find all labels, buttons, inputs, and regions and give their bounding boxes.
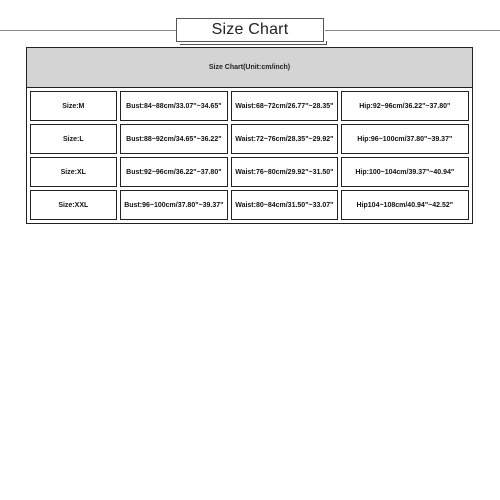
hip-cell: Hip:92~96cm/36.22"~37.80" — [341, 91, 469, 121]
size-cell: Size:L — [30, 124, 117, 154]
table-row-l — [30, 124, 469, 154]
table-header-text: Size Chart(Unit:cm/inch) — [208, 64, 291, 71]
size-chart-table — [26, 47, 473, 224]
waist-cell: Waist:68~72cm/26.77"~28.35" — [231, 91, 338, 121]
table-body — [27, 88, 472, 223]
size-cell: Size:M — [30, 91, 117, 121]
title-rule-left — [0, 30, 176, 31]
bust-cell: Bust:88~92cm/34.65"~36.22" — [120, 124, 229, 154]
bust-cell: Bust:92~96cm/36.22"~37.80" — [120, 157, 229, 187]
table-row-m — [30, 91, 469, 121]
page-title-text: Size Chart — [211, 21, 289, 38]
page-title — [176, 18, 324, 42]
hip-cell: Hip104~108cm/40.94"~42.52" — [341, 190, 469, 220]
table-header — [27, 48, 472, 88]
table-row-xl — [30, 157, 469, 187]
bust-cell: Bust:96~100cm/37.80"~39.37" — [120, 190, 229, 220]
bust-cell: Bust:84~88cm/33.07"~34.65" — [120, 91, 229, 121]
table-row-xxl — [30, 190, 469, 220]
title-rule-right — [325, 30, 500, 31]
size-cell: Size:XL — [30, 157, 117, 187]
hip-cell: Hip:100~104cm/39.37"~40.94" — [341, 157, 469, 187]
size-cell: Size:XXL — [30, 190, 117, 220]
waist-cell: Waist:80~84cm/31.50"~33.07" — [231, 190, 338, 220]
hip-cell: Hip:96~100cm/37.80"~39.37" — [341, 124, 469, 154]
waist-cell: Waist:76~80cm/29.92"~31.50" — [231, 157, 338, 187]
waist-cell: Waist:72~76cm/28.35"~29.92" — [231, 124, 338, 154]
